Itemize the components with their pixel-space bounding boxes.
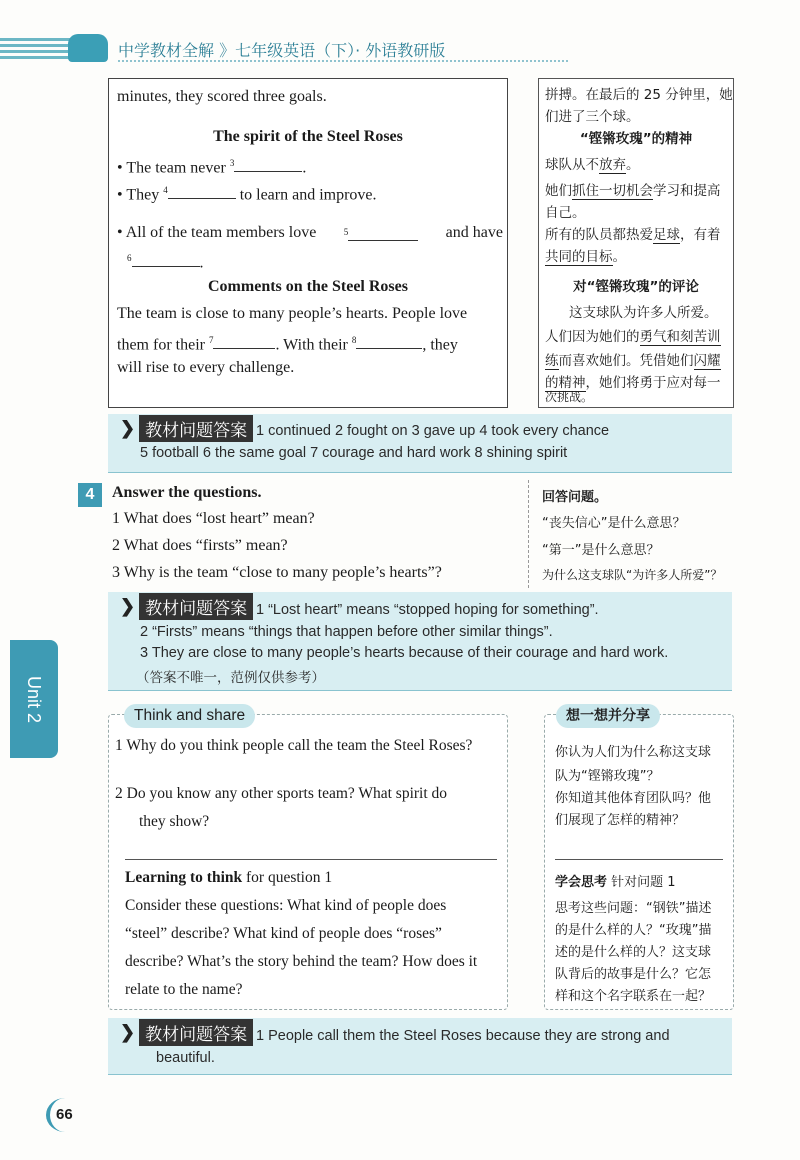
cn-line: 们进了三个球。 [545, 109, 640, 125]
question-2: 2 What does “firsts” mean? [112, 537, 288, 554]
cn-line: 她们抓住一切机会学习和提高 [545, 183, 721, 199]
answer-line: beautiful. [156, 1050, 215, 1066]
page-header [0, 30, 800, 66]
fill-item-3: • The team never $^3$ . [117, 158, 307, 177]
answer-line: 5 football 6 the same goal 7 courage and hard work 8 shining spirit [140, 445, 568, 461]
cn-line: 样和这个名字联系在一起？ [555, 989, 712, 1004]
column-divider [528, 480, 529, 588]
cn-line: 们展现了怎样的精神？ [555, 813, 686, 828]
cn-line: 练而喜欢她们。凭借她们闪耀 [545, 353, 721, 369]
cn-line: 思考这些问题：“钢铁”描述 [555, 901, 712, 916]
chevron-right-icon: ❯ [120, 595, 136, 617]
answer-tag [120, 1020, 253, 1044]
answer-tag [120, 594, 253, 618]
learning-line: relate to the name? [125, 981, 243, 998]
cn-line: 自己。 [545, 205, 586, 221]
think-divider [125, 859, 497, 860]
answer-label: 教材问题答案 [139, 415, 253, 442]
answer-line: 2 “Firsts” means “things that happen before other similar things”. [140, 624, 553, 640]
page-number-text: 66 [56, 1106, 73, 1123]
chevron-right-icon: ❯ [120, 1021, 136, 1043]
spirit-heading: The spirit of the Steel Roses [213, 128, 403, 145]
cn-line: 的精神，她们将勇于应对每一 [545, 375, 721, 391]
fill-item-4: • They $^4$ to learn and improve. [117, 185, 377, 204]
think-question-1: 1 Why do you think people call the team the Steel Roses? [115, 737, 473, 754]
question-3: 3 Why is the team “close to many people’s hearts”? [112, 564, 442, 581]
blank-4[interactable] [168, 198, 236, 199]
comments-line: will rise to every challenge. [117, 359, 295, 376]
blank-5[interactable] [348, 240, 418, 241]
learning-line: Consider these questions: What kind of people does [125, 897, 447, 914]
cn-line: 拼搏。在最后的 25 分钟里，她 [545, 87, 733, 103]
answer-note: （答案不唯一，范例仅供参考） [136, 670, 325, 686]
think-share-cn-box [544, 714, 734, 1010]
question-1: 1 What does “lost heart” mean? [112, 510, 315, 527]
cn-line: 这支球队为许多人所爱。 [569, 305, 718, 321]
cn-line: 所有的队员都热爱足球，有着 [545, 227, 721, 243]
think-question-2: 2 Do you know any other sports team? What spirit do [115, 785, 448, 802]
learning-line: “steel” describe? What kind of people does “roses” [125, 925, 442, 942]
think-question-2-cont: they show? [139, 813, 210, 830]
think-cn-divider [555, 859, 723, 860]
think-share-label: Think and share [124, 704, 255, 728]
book-logo-icon [68, 34, 108, 62]
cn-question-1: “丧失信心”是什么意思？ [542, 516, 686, 531]
cn-line: 共同的目标。 [545, 249, 626, 265]
cn-line: 队背后的故事是什么？它怎 [555, 967, 712, 982]
fill-item-7-8: them for their $^7$ . With their $^8$ , they [117, 335, 458, 354]
answer-band-1 [108, 414, 732, 473]
cn-line: 球队从不放弃。 [545, 157, 640, 173]
header-divider [118, 60, 568, 62]
page-number [46, 1098, 82, 1134]
answer-line: 3 They are close to many people’s hearts because of their courage and hard work. [140, 645, 669, 661]
unit-side-tab [10, 640, 58, 758]
answer-tag [120, 416, 253, 440]
cn-heading: “铿锵玫瑰”的精神 [579, 131, 693, 147]
section-title: Answer the questions. [112, 484, 262, 501]
learning-line: describe? What’s the story behind the team? How does it [125, 953, 478, 970]
cn-line: 队为“铿锵玫瑰”？ [555, 769, 660, 784]
chinese-translation-box [538, 78, 734, 408]
fill-item-6: $^6$ . [127, 253, 204, 272]
cn-question-2: “第一”是什么意思？ [542, 543, 660, 558]
answer-label: 教材问题答案 [139, 1019, 253, 1046]
reading-box [108, 78, 508, 408]
answer-band-2 [108, 592, 732, 691]
cn-line: 人们因为她们的勇气和刻苦训 [545, 329, 721, 345]
cn-line: 述的是什么样的人？这支球 [555, 945, 712, 960]
answer-label: 教材问题答案 [139, 593, 253, 620]
fill-item-5: • All of the team members love $^5$ and have [117, 224, 503, 241]
blank-7[interactable] [213, 348, 275, 349]
section-number-badge: 4 [78, 483, 102, 507]
blank-8[interactable] [356, 348, 422, 349]
think-share-box [108, 714, 508, 1010]
cn-section-title: 回答问题。 [542, 490, 608, 505]
header-stripes-decoration [0, 38, 70, 60]
cn-heading: 对“铿锵玫瑰”的评论 [573, 279, 699, 295]
learning-heading: Learning to think for question 1 [125, 869, 333, 886]
header-title: 中学教材全解 》七年级英语（下）· 外语教研版 [118, 41, 446, 60]
answer-line: 1 People call them the Steel Roses because they are strong and [256, 1028, 670, 1044]
cn-line: 你知道其他体育团队吗？他 [555, 791, 712, 806]
answer-band-3 [108, 1018, 732, 1075]
reading-line: minutes, they scored three goals. [117, 88, 327, 105]
cn-line: 次挑战。 [545, 390, 594, 404]
chevron-right-icon: ❯ [120, 417, 136, 439]
comments-heading: Comments on the Steel Roses [208, 278, 408, 295]
answer-line: 1 continued 2 fought on 3 gave up 4 took every chance [256, 423, 610, 439]
cn-line: 你认为人们为什么称这支球 [555, 745, 712, 760]
cn-line: 的是什么样的人？“玫瑰”描 [555, 923, 712, 938]
cn-question-3: 为什么这支球队“为许多人所爱”？ [542, 568, 723, 582]
think-share-cn-label: 想一想并分享 [556, 704, 660, 728]
comments-line: The team is close to many people’s hearts. People love [117, 305, 468, 322]
cn-learning-heading: 学会思考 针对问题 1 [555, 875, 676, 890]
answer-line: 1 “Lost heart” means “stopped hoping for something”. [256, 602, 599, 618]
blank-3[interactable] [234, 171, 302, 172]
blank-6[interactable] [132, 266, 200, 267]
unit-tab-label: Unit 2 [24, 675, 45, 723]
